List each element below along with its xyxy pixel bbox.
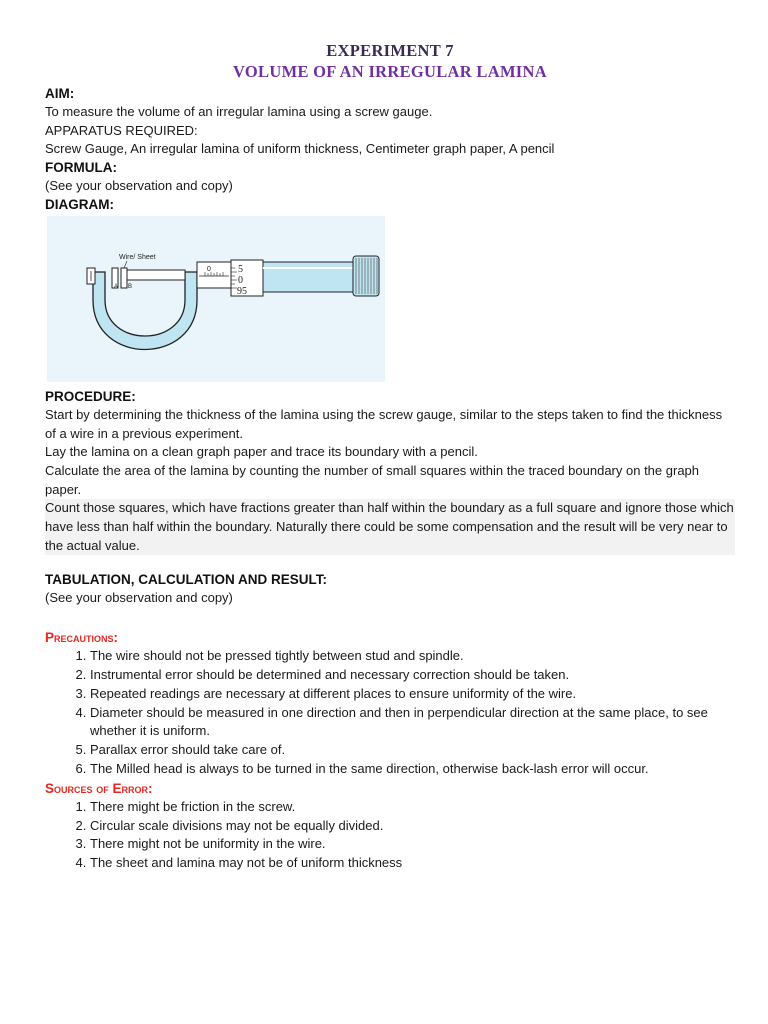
experiment-title: VOLUME OF AN IRREGULAR LAMINA (233, 62, 547, 81)
procedure-step: Lay the lamina on a clean graph paper and trace its boundary with a pencil. (45, 444, 478, 460)
list-item: 3. Repeated readings are necessary at different places to ensure uniformity of the wire. (90, 685, 735, 704)
formula-text: (See your observation and copy) (45, 178, 233, 194)
list-item: 2. Instrumental error should be determined and necessary correction should be taken. (90, 666, 735, 685)
milled-head-ratchet (353, 256, 379, 296)
list-item: 1. The wire should not be pressed tightly between stud and spindle. (90, 647, 735, 666)
list-item: 1. There might be friction in the screw. (90, 798, 735, 817)
sources-of-error-list (45, 798, 735, 873)
tabulation-heading: TABULATION, CALCULATION AND RESULT: (45, 572, 327, 588)
procedure-step: Calculate the area of the lamina by counting the number of small squares within the traced boundary on the graph paper. (45, 462, 700, 497)
procedure-step: Count those squares, which have fractions greater than half within the boundary as a full square and ignore those which have less than half within the boundary. Naturally there could be some compensation and the result will be very near to the actual value. (45, 499, 735, 555)
spindle-rod (127, 270, 185, 280)
procedure-heading: PROCEDURE: (45, 388, 136, 404)
list-item: 3. There might not be uniformity in the wire. (90, 835, 735, 854)
sources-of-error-heading: Sources of Error: (45, 780, 153, 796)
label-linear-0: 0 (207, 265, 211, 273)
list-item: 6. The Milled head is always to be turned in the same direction, otherwise back-lash error will occur. (90, 760, 735, 779)
label-wire-sheet: Wire/ Sheet (119, 253, 156, 261)
document-page (45, 40, 735, 873)
list-item: 4. The sheet and lamina may not be of uniform thickness (90, 854, 735, 873)
list-item: 2. Circular scale divisions may not be equally divided. (90, 817, 735, 836)
head-scale-thimble (231, 260, 263, 296)
apparatus-heading: APPARATUS REQUIRED: (45, 122, 198, 138)
label-scale-5: 5 (238, 263, 243, 275)
spindle-b (121, 268, 127, 288)
screw-gauge-diagram (47, 216, 385, 382)
tabulation-text: (See your observation and copy) (45, 590, 233, 606)
list-item: 4. Diameter should be measured in one direction and then in perpendicular direction at the same place, to see whether it is uniform. (90, 704, 735, 742)
label-scale-0: 0 (238, 274, 243, 286)
formula-heading: FORMULA: (45, 160, 117, 176)
label-a: A (114, 283, 119, 290)
precautions-heading: Precautions: (45, 630, 119, 646)
label-scale-95: 95 (237, 285, 247, 297)
list-item: 5. Parallax error should take care of. (90, 741, 735, 760)
apparatus-text: Screw Gauge, An irregular lamina of uniform thickness, Centimeter graph paper, A pencil (45, 141, 555, 157)
procedure-step: Start by determining the thickness of the lamina using the screw gauge, similar to the steps taken to find the thickness of a wire in a previous experiment. (45, 406, 723, 441)
diagram-heading: DIAGRAM: (45, 196, 114, 212)
gauge-barrel (263, 262, 353, 292)
label-b: B (128, 283, 133, 290)
experiment-number: EXPERIMENT 7 (326, 41, 454, 60)
precautions-list (45, 647, 735, 779)
aim-text: To measure the volume of an irregular lamina using a screw gauge. (45, 104, 433, 119)
aim-heading: AIM: (45, 86, 75, 101)
